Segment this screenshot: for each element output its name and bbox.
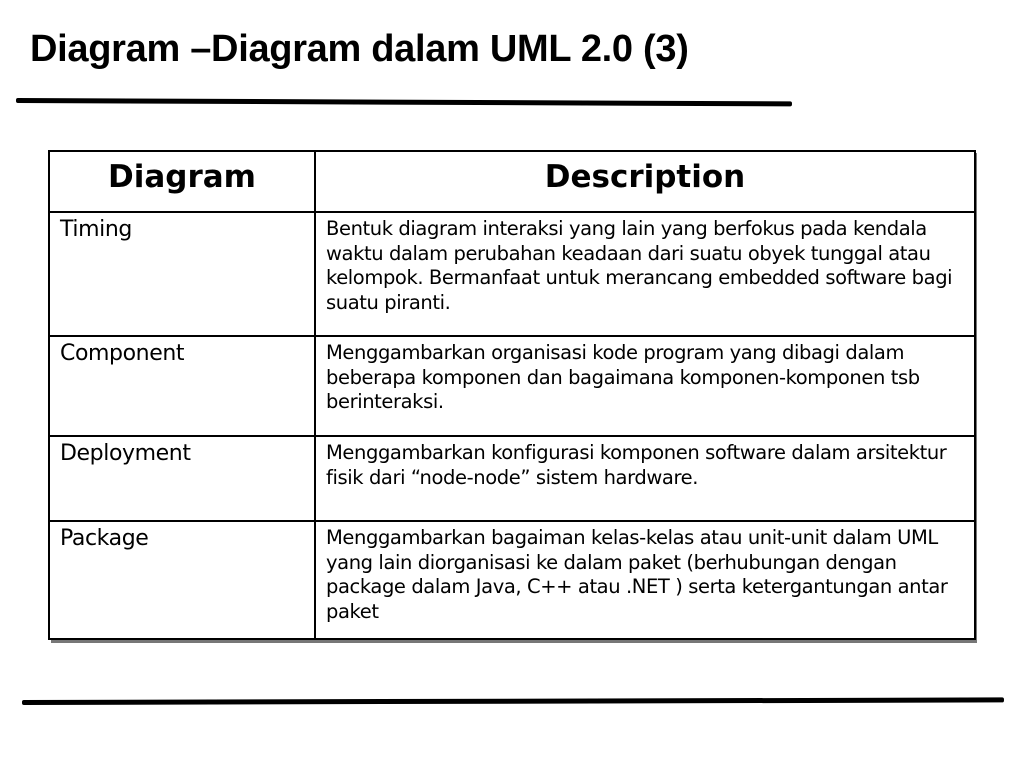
title-underline <box>16 98 792 106</box>
diagram-description-cell: Menggambarkan bagaiman kelas-kelas atau unit-unit dalam UML yang lain diorganisasi ke dalam paket (berhubungan dengan package dalam Java, C++ atau .NET ) serta ketergantungan antar paket <box>315 521 975 639</box>
slide-title: Diagram –Diagram dalam UML 2.0 (3) <box>30 28 689 70</box>
diagram-table <box>48 150 976 640</box>
diagram-name-cell: Deployment <box>49 436 315 521</box>
header-diagram: Diagram <box>49 151 315 212</box>
table-header-row <box>49 151 975 212</box>
header-description: Description <box>315 151 975 212</box>
diagram-name-cell: Component <box>49 336 315 436</box>
table-row <box>49 336 975 436</box>
diagram-description-cell: Menggambarkan organisasi kode program yang dibagi dalam beberapa komponen dan bagaimana komponen-komponen tsb berinteraksi. <box>315 336 975 436</box>
table-row <box>49 521 975 639</box>
diagram-description-cell: Bentuk diagram interaksi yang lain yang berfokus pada kendala waktu dalam perubahan keadaan dari suatu obyek tunggal atau kelompok. Bermanfaat untuk merancang embedded software bagi suatu piranti. <box>315 212 975 336</box>
table-row <box>49 436 975 521</box>
diagram-name-cell: Timing <box>49 212 315 336</box>
diagram-table-container <box>48 150 974 640</box>
diagram-description-cell: Menggambarkan konfigurasi komponen software dalam arsitektur fisik dari “node-node” sistem hardware. <box>315 436 975 521</box>
diagram-name-cell: Package <box>49 521 315 639</box>
footer-divider <box>22 697 1004 705</box>
table-row <box>49 212 975 336</box>
